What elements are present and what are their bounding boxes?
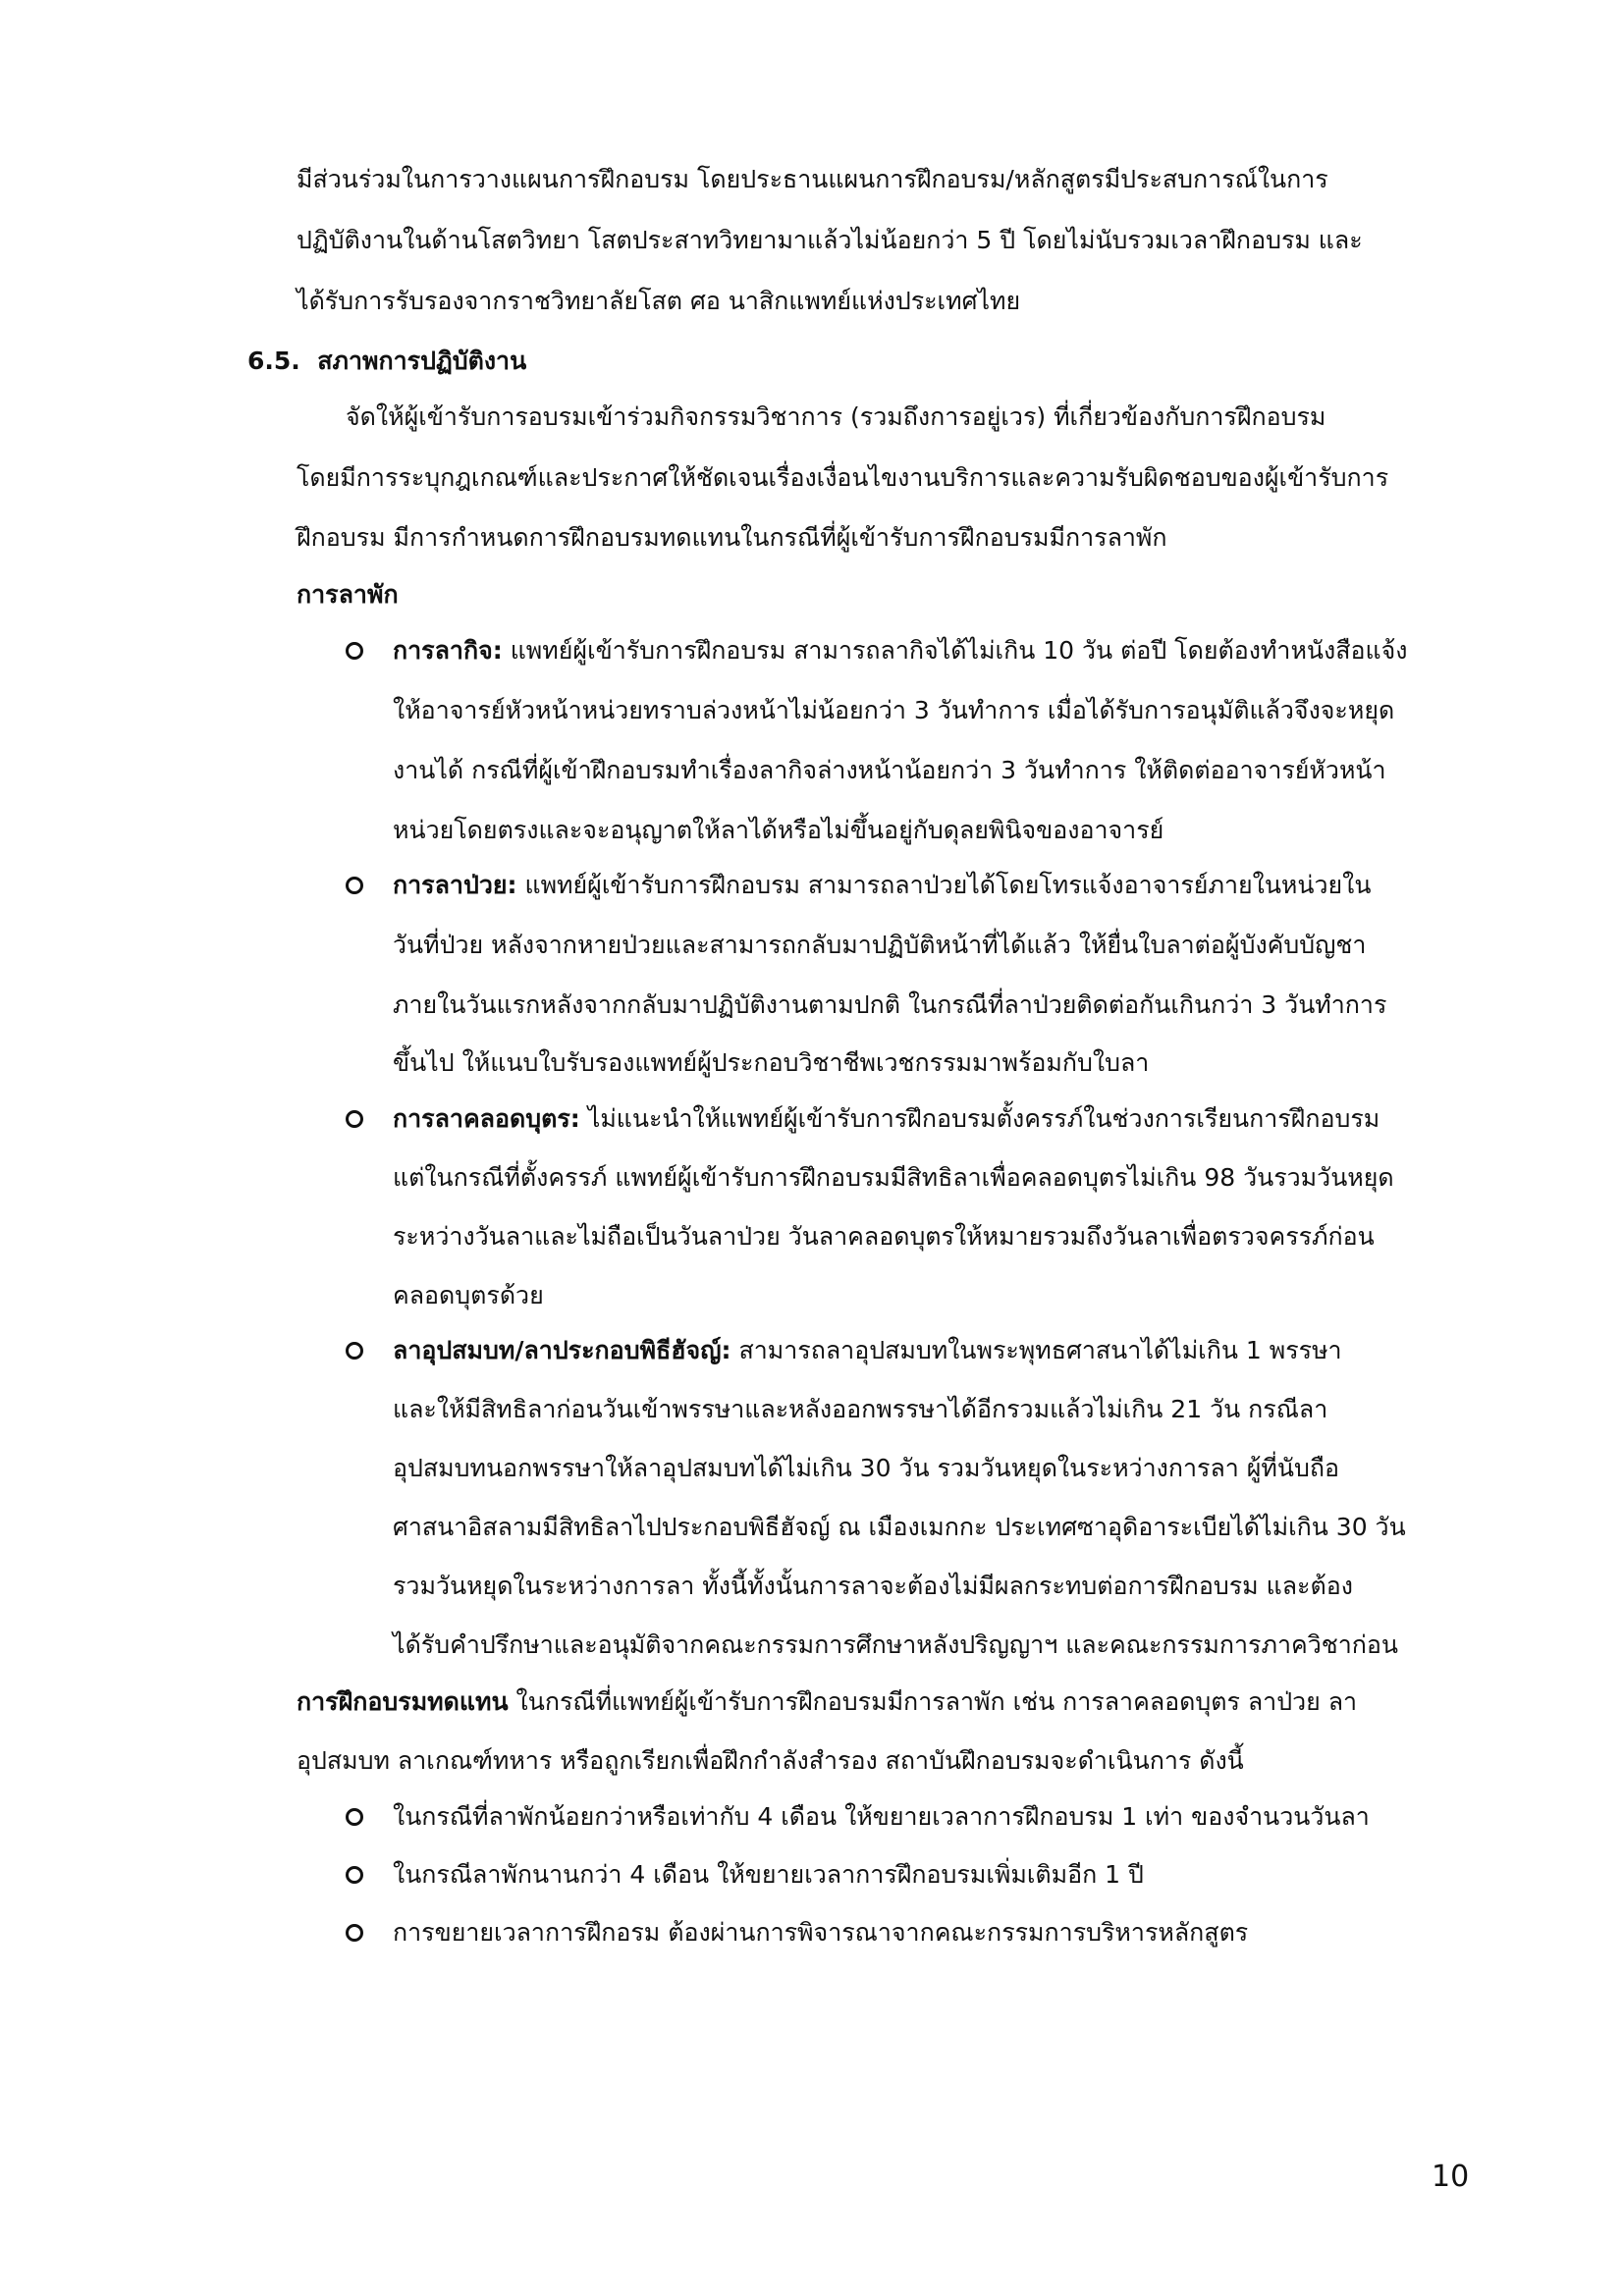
intro-line: ได้รับการรับรองจากราชวิทยาลัยโสต ศอ นาสิกแพทย์แห่งประเทศไทย — [297, 287, 1021, 315]
leave-item-label: การลาป่วย: — [393, 871, 517, 899]
substitute-item: การขยายเวลาการฝึกอรม ต้องผ่านการพิจารณาจากคณะกรรมการบริหารหลักสูตร — [393, 1918, 1249, 1947]
leave-item-line: ระหว่างวันลาและไม่ถือเป็นวันลาป่วย วันลาคลอดบุตรให้หมายรวมถึงวันลาเพื่อตรวจครรภ์ก่อน — [393, 1222, 1375, 1251]
substitute-text: ในกรณีที่แพทย์ผู้เข้ารับการฝึกอบรมมีการลาพัก เช่น การลาคลอดบุตร ลาป่วย ลา — [508, 1687, 1358, 1716]
leave-item-line: ขึ้นไป ให้แนบใบรับรองแพทย์ผู้ประกอบวิชาชีพเวชกรรมมาพร้อมกับใบลา — [393, 1048, 1150, 1077]
leave-item-line — [393, 631, 1407, 670]
bullet-icon — [346, 877, 363, 894]
section-heading — [247, 342, 526, 381]
substitute-line: อุปสมบท ลาเกณฑ์ทหาร หรือถูกเรียกเพื่อฝึกกำลังสำรอง สถาบันฝึกอบรมจะดำเนินการ ดังนี้ — [297, 1746, 1244, 1775]
leave-item-line — [393, 1331, 1342, 1370]
bullet-icon — [346, 1808, 363, 1826]
leave-item-line — [393, 866, 1371, 905]
leave-item-line: อุปสมบทนอกพรรษาให้ลาอุปสมบทได้ไม่เกิน 30 วัน รวมวันหยุดในระหว่างการลา ผู้ที่นับถือ — [393, 1454, 1339, 1482]
bullet-icon — [346, 1342, 363, 1360]
leave-item-label: การลาคลอดบุตร: — [393, 1104, 580, 1133]
leave-item-line: คลอดบุตรด้วย — [393, 1281, 544, 1309]
leave-item-line: แต่ในกรณีที่ตั้งครรภ์ แพทย์ผู้เข้ารับการฝึกอบรมมีสิทธิลาเพื่อคลอดบุตรไม่เกิน 98 วันรวมวันหยุด — [393, 1163, 1394, 1192]
leave-item-line: วันที่ป่วย หลังจากหายป่วยและสามารถกลับมาปฏิบัติหน้าที่ได้แล้ว ให้ยื่นใบลาต่อผู้บังคับบัญชา — [393, 931, 1367, 959]
leave-item-line: ได้รับคำปรึกษาและอนุมัติจากคณะกรรมการศึกษาหลังปริญญาฯ และคณะกรรมการภาควิชาก่อน — [393, 1630, 1398, 1659]
bullet-icon — [346, 642, 363, 660]
leave-item-line: งานได้ กรณีที่ผู้เข้าฝึกอบรมทำเรื่องลากิจล่างหน้าน้อยกว่า 3 วันทำการ ให้ติดต่ออาจารย์หัวหน้า — [393, 756, 1386, 784]
leave-item-line: รวมวันหยุดในระหว่างการลา ทั้งนี้ทั้งนั้นการลาจะต้องไม่มีผลกระทบต่อการฝึกอบรม และต้อง — [393, 1572, 1353, 1600]
bullet-icon — [346, 1924, 363, 1942]
intro-line: ปฏิบัติงานในด้านโสตวิทยา โสตประสาทวิทยามาแล้วไม่น้อยกว่า 5 ปี โดยไม่นับรวมเวลาฝึกอบรม และ — [297, 226, 1363, 254]
leave-heading: การลาพัก — [297, 580, 399, 609]
section-title: สภาพการปฏิบัติงาน — [317, 347, 527, 375]
leave-item-line: ศาสนาอิสลามมีสิทธิลาไปประกอบพิธีฮัจญ์ ณ เมืองเมกกะ ประเทศซาอุดิอาระเบียได้ไม่เกิน 30 วัน — [393, 1513, 1406, 1541]
leave-item-line — [393, 1099, 1380, 1139]
leave-item-label: ลาอุปสมบท/ลาประกอบพิธีฮัจญ์: — [393, 1336, 731, 1364]
leave-item-label: การลากิจ: — [393, 636, 503, 665]
leave-item-text: แพทย์ผู้เข้ารับการฝึกอบรม สามารถลากิจได้ไม่เกิน 10 วัน ต่อปี โดยต้องทำหนังสือแจ้ง — [502, 636, 1408, 665]
leave-item-line: และให้มีสิทธิลาก่อนวันเข้าพรรษาและหลังออกพรรษาได้อีกรวมแล้วไม่เกิน 21 วัน กรณีลา — [393, 1395, 1328, 1423]
leave-item-text: แพทย์ผู้เข้ารับการฝึกอบรม สามารถลาป่วยได้โดยโทรแจ้งอาจารย์ภายในหน่วยใน — [516, 871, 1372, 899]
section-paragraph-line: ฝึกอบรม มีการกำหนดการฝึกอบรมทดแทนในกรณีที่ผู้เข้ารับการฝึกอบรมมีการลาพัก — [297, 523, 1167, 552]
page-number: 10 — [1432, 2160, 1470, 2194]
substitute-item: ในกรณีที่ลาพักน้อยกว่าหรือเท่ากับ 4 เดือน ให้ขยายเวลาการฝึกอบรม 1 เท่า ของจำนวนวันลา — [393, 1802, 1370, 1831]
section-paragraph-line: โดยมีการระบุกฎเกณฑ์และประกาศให้ชัดเจนเรื่องเงื่อนไขงานบริการและความรับผิดชอบของผู้เข้ารับการ — [297, 463, 1389, 492]
substitute-label: การฝึกอบรมทดแทน — [297, 1687, 509, 1716]
bullet-icon — [346, 1866, 363, 1884]
section-paragraph-line: จัดให้ผู้เข้ารับการอบรมเข้าร่วมกิจกรรมวิชาการ (รวมถึงการอยู่เวร) ที่เกี่ยวข้องกับการฝึกอบรม — [346, 402, 1326, 431]
leave-item-line: ให้อาจารย์หัวหน้าหน่วยทราบล่วงหน้าไม่น้อยกว่า 3 วันทำการ เมื่อได้รับการอนุมัติแล้วจึงจะหยุด — [393, 696, 1395, 724]
leave-item-text: สามารถลาอุปสมบทในพระพุทธศาสนาได้ไม่เกิน 1 พรรษา — [730, 1336, 1342, 1364]
leave-item-line: ภายในวันแรกหลังจากกลับมาปฏิบัติงานตามปกติ ในกรณีที่ลาป่วยติดต่อกันเกินกว่า 3 วันทำการ — [393, 990, 1387, 1019]
section-number: 6.5. — [247, 347, 300, 375]
leave-item-text: ไม่แนะนำให้แพทย์ผู้เข้ารับการฝึกอบรมตั้งครรภ์ในช่วงการเรียนการฝึกอบรม — [579, 1104, 1380, 1133]
leave-item-line: หน่วยโดยตรงและจะอนุญาตให้ลาได้หรือไม่ขึ้นอยู่กับดุลยพินิจของอาจารย์ — [393, 816, 1164, 844]
intro-line: มีส่วนร่วมในการวางแผนการฝึกอบรม โดยประธานแผนการฝึกอบรม/หลักสูตรมีประสบการณ์ในการ — [297, 165, 1328, 193]
substitute-item: ในกรณีลาพักนานกว่า 4 เดือน ให้ขยายเวลาการฝึกอบรมเพิ่มเติมอีก 1 ปี — [393, 1860, 1144, 1889]
substitute-line — [297, 1682, 1357, 1722]
bullet-icon — [346, 1110, 363, 1128]
